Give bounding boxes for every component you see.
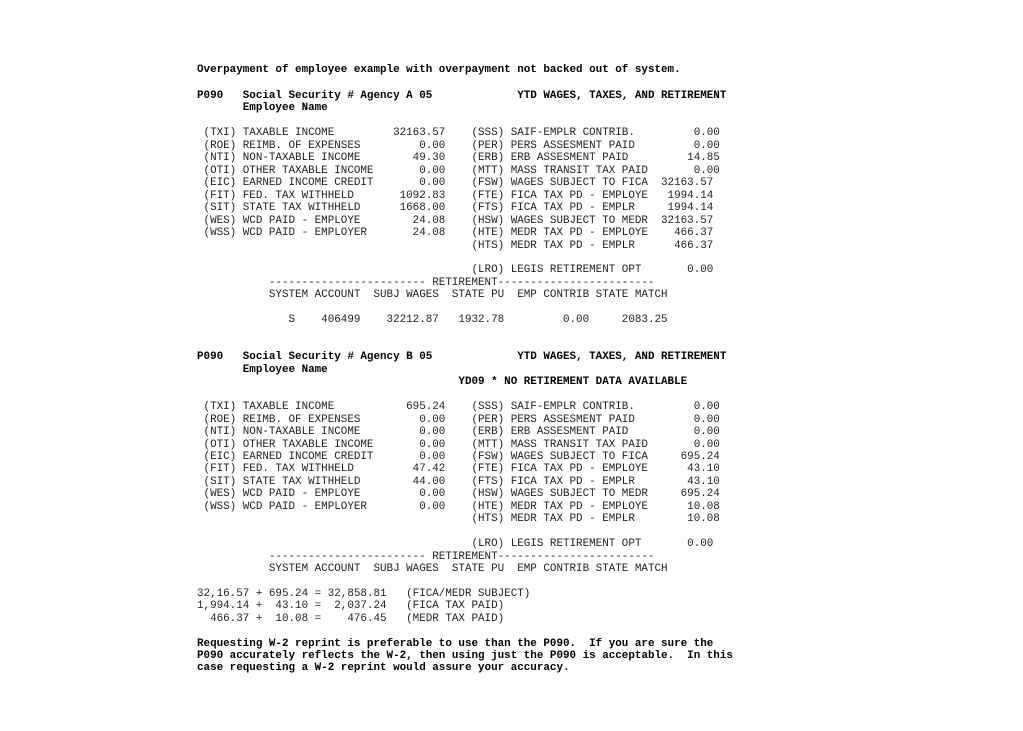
totals-line: 1,994.14 + 43.10 = 2,037.24 (FICA TAX PAID): [197, 600, 505, 612]
agency-a-header: P090 Social Security # Agency A 05 YTD WAGES, TAXES, AND RETIREMENT: [197, 90, 727, 102]
agency-a-retirement-rule: ------------------------ RETIREMENT------------------------: [197, 277, 655, 289]
agency-b-row: (EIC) EARNED INCOME CREDIT 0.00 (FSW) WAGES SUBJECT TO FICA 695.24: [197, 451, 720, 463]
agency-a-row: (HTS) MEDR TAX PD - EMPLR 466.37: [197, 240, 714, 252]
agency-a-row: (EIC) EARNED INCOME CREDIT 0.00 (FSW) WAGES SUBJECT TO FICA 32163.57: [197, 177, 714, 189]
agency-b-row: (LRO) LEGIS RETIREMENT OPT 0.00: [197, 538, 714, 550]
footer-line: Requesting W-2 reprint is preferable to use than the P090. If you are sure the: [197, 638, 714, 650]
footer-line: case requesting a W-2 reprint would assure your accuracy.: [197, 662, 570, 674]
agency-b-row: (OTI) OTHER TAXABLE INCOME 0.00 (MTT) MASS TRANSIT TAX PAID 0.00: [197, 439, 720, 451]
agency-a-row: (TXI) TAXABLE INCOME 32163.57 (SSS) SAIF-EMPLR CONTRIB. 0.00: [197, 127, 720, 139]
agency-b-row: (TXI) TAXABLE INCOME 695.24 (SSS) SAIF-EMPLR CONTRIB. 0.00: [197, 401, 720, 413]
agency-a-employee-name: Employee Name: [197, 102, 328, 114]
agency-b-row: (FIT) FED. TAX WITHHELD 47.42 (FTE) FICA TAX PD - EMPLOYE 43.10: [197, 463, 720, 475]
totals-line: 466.37 + 10.08 = 476.45 (MEDR TAX PAID): [197, 613, 505, 625]
agency-b-row: (WES) WCD PAID - EMPLOYE 0.00 (HSW) WAGES SUBJECT TO MEDR 695.24: [197, 488, 720, 500]
agency-b-header: P090 Social Security # Agency B 05 YTD WAGES, TAXES, AND RETIREMENT: [197, 351, 727, 363]
agency-a-row: (NTI) NON-TAXABLE INCOME 49.30 (ERB) ERB ASSESMENT PAID 14.85: [197, 152, 720, 164]
agency-b-retirement-header: SYSTEM ACCOUNT SUBJ WAGES STATE PU EMP CONTRIB STATE MATCH: [197, 563, 668, 575]
agency-a-row: (WSS) WCD PAID - EMPLOYER 24.08 (HTE) MEDR TAX PD - EMPLOYE 466.37: [197, 227, 714, 239]
agency-a-row: (WES) WCD PAID - EMPLOYE 24.08 (HSW) WAGES SUBJECT TO MEDR 32163.57: [197, 215, 714, 227]
agency-b-row: (WSS) WCD PAID - EMPLOYER 0.00 (HTE) MEDR TAX PD - EMPLOYE 10.08: [197, 501, 720, 513]
agency-a-row: (ROE) REIMB. OF EXPENSES 0.00 (PER) PERS ASSESMENT PAID 0.00: [197, 140, 720, 152]
agency-b-row: (ROE) REIMB. OF EXPENSES 0.00 (PER) PERS ASSESMENT PAID 0.00: [197, 414, 720, 426]
agency-a-row: (LRO) LEGIS RETIREMENT OPT 0.00: [197, 264, 714, 276]
agency-b-row: (SIT) STATE TAX WITHHELD 44.00 (FTS) FICA TAX PD - EMPLR 43.10: [197, 476, 720, 488]
agency-a-retirement-row: S 406499 32212.87 1932.78 0.00 2083.25: [197, 314, 668, 326]
agency-b-row: (HTS) MEDR TAX PD - EMPLR 10.08: [197, 513, 720, 525]
agency-a-row: (FIT) FED. TAX WITHHELD 1092.83 (FTE) FICA TAX PD - EMPLOYE 1994.14: [197, 190, 714, 202]
agency-a-retirement-header: SYSTEM ACCOUNT SUBJ WAGES STATE PU EMP CONTRIB STATE MATCH: [197, 289, 668, 301]
totals-line: 32,16.57 + 695.24 = 32,858.81 (FICA/MEDR SUBJECT): [197, 588, 531, 600]
footer-line: P090 accurately reflects the W-2, then using just the P090 is acceptable. In this: [197, 650, 733, 662]
document-title: Overpayment of employee example with overpayment not backed out of system.: [197, 64, 681, 76]
agency-b-employee-name: Employee Name: [197, 364, 328, 376]
agency-a-row: (SIT) STATE TAX WITHHELD 1668.00 (FTS) FICA TAX PD - EMPLR 1994.14: [197, 202, 714, 214]
agency-b-retirement-rule: ------------------------ RETIREMENT------------------------: [197, 551, 655, 563]
agency-b-row: (NTI) NON-TAXABLE INCOME 0.00 (ERB) ERB ASSESMENT PAID 0.00: [197, 426, 720, 438]
agency-a-row: (OTI) OTHER TAXABLE INCOME 0.00 (MTT) MASS TRANSIT TAX PAID 0.00: [197, 165, 720, 177]
agency-b-notice: YD09 * NO RETIREMENT DATA AVAILABLE: [197, 376, 688, 388]
